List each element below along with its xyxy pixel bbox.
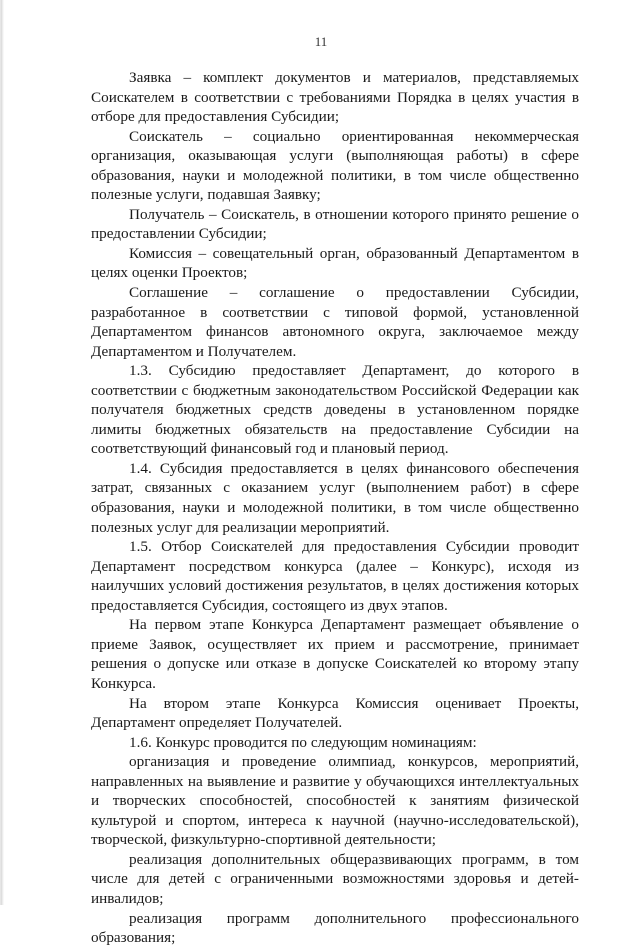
paragraph-zayavka-definition: Заявка – комплект документов и материалов, представляемых Соискателем в соответствии с требованиями Порядка в целях участия в отборе для предоставления Субсидии; <box>91 69 579 126</box>
paragraph-1-5: 1.5. Отбор Соискателей для предоставления Субсидии проводит Департамент посредством конкурса (далее – Конкурс), исходя из наилучших условий достижения результатов, в целях достижения которых предоставляется Субсидия, состоящего из двух этапов. <box>91 538 579 614</box>
paragraph-1-6: 1.6. Конкурс проводится по следующим номинациям: <box>129 733 477 751</box>
page-number: 11 <box>314 34 328 49</box>
paragraph-soglashenie-definition: Соглашение – соглашение о предоставлении Субсидии, разработанное в соответствии с типовой формой, установленной Департаментом финансов автономного округа, заключаемое между Департаментом и Получателем. <box>91 284 579 360</box>
paragraph-komissiya-definition: Комиссия – совещательный орган, образованный Департаментом в целях оценки Проектов; <box>91 244 579 282</box>
paragraph-first-stage: На первом этапе Конкурса Департамент размещает объявление о приеме Заявок, осуществляет их прием и рассмотрение, принимает решения о допуске или отказе в допуске Соискателей ко второму этапу Конкурса. <box>91 616 579 692</box>
paragraph-nomination-professional-programs: реализация программ дополнительного профессионального образования; <box>91 909 579 947</box>
paragraph-second-stage: На втором этапе Конкурса Комиссия оценивает Проекты, Департамент определяет Получателей. <box>91 694 579 732</box>
scan-edge <box>1 0 4 905</box>
paragraph-1-4: 1.4. Субсидия предоставляется в целях финансового обеспечения затрат, связанных с оказанием услуг (выполнением работ) в сфере образования, науки и молодежной политики, в том числе общественно полезных услуг для реализации мероприятий. <box>91 459 579 536</box>
document-body <box>91 68 579 948</box>
paragraph-poluchatel-definition: Получатель – Соискатель, в отношении которого принято решение о предоставлении Субсидии; <box>91 205 579 243</box>
paragraph-nomination-olympiads: организация и проведение олимпиад, конкурсов, мероприятий, направленных на выявление и развитие у обучающихся интеллектуальных и творческих способностей, способностей к занятиям физической культурой и спортом, интереса к научной (научно-исследовательской), творческой, физкультурно-спортивной деятельности; <box>91 753 579 849</box>
paragraph-nomination-general-programs: реализация дополнительных общеразвивающих программ, в том числе для детей с ограниченными возможностями здоровья и детей-инвалидов; <box>91 850 579 907</box>
paragraph-soiskatel-definition: Соискатель – социально ориентированная некоммерческая организация, оказывающая услуги (выполняющая работы) в сфере образования, науки и молодежной политики, в том числе общественно полезные услуги, подавшая Заявку; <box>91 127 579 204</box>
paragraph-1-3: 1.3. Субсидию предоставляет Департамент, до которого в соответствии с бюджетным законодательством Российской Федерации как получателя бюджетных средств доведены в установленном порядке лимиты бюджетных обязательств на предоставление Субсидии на соответствующий финансовый год и плановый период. <box>91 362 579 458</box>
